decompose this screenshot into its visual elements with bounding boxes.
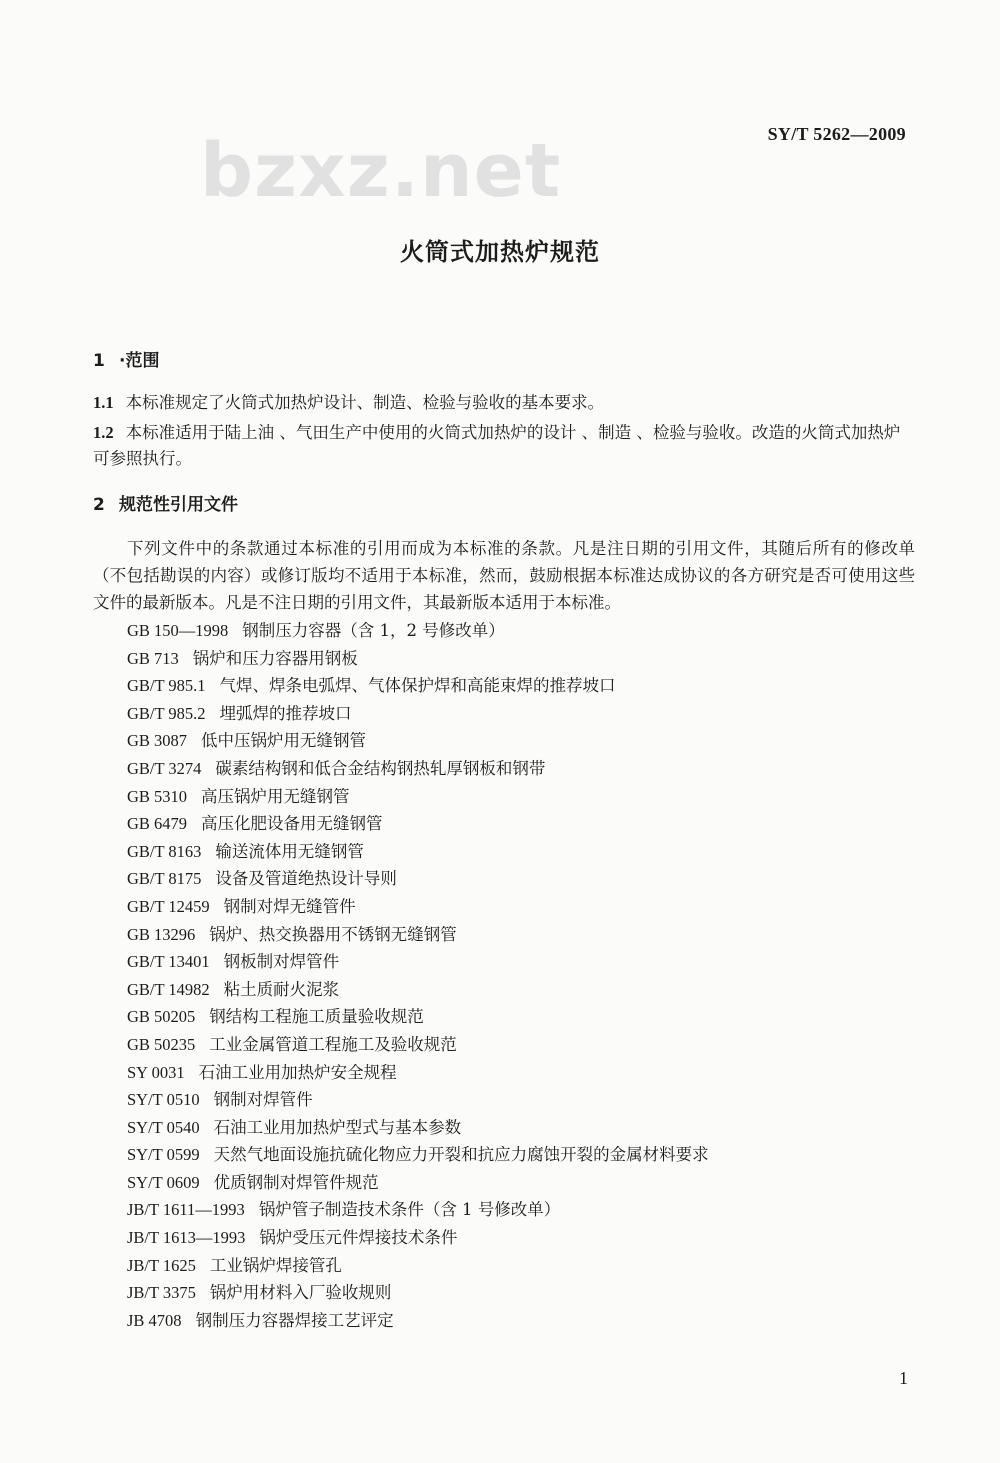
reference-title: 钢制压力容器焊接工艺评定 [195,1310,394,1330]
reference-title: 工业锅炉焊接管孔 [209,1255,342,1275]
reference-title: 高压化肥设备用无缝钢管 [201,814,383,834]
reference-code: SY/T 0609 [127,1172,200,1192]
reference-item [127,1059,709,1087]
reference-code: GB/T 985.2 [127,703,206,723]
reference-item [127,1169,709,1197]
reference-title: 石油工业用加热炉型式与基本参数 [213,1117,462,1137]
reference-title: 粘土质耐火泥浆 [223,979,340,999]
reference-code: GB 6479 [127,814,188,834]
reference-item [127,1086,709,1114]
reference-code: GB/T 985.1 [127,676,206,696]
reference-title: 输送流体用无缝钢管 [215,841,364,861]
watermark: bzxz.net [200,128,562,214]
reference-title: 钢结构工程施工质量验收规范 [209,1007,424,1027]
reference-code: GB 3087 [127,731,188,751]
reference-code: GB/T 12459 [127,896,210,916]
reference-item [127,783,709,811]
reference-code: GB/T 8175 [127,869,202,889]
clause-1-2 [93,420,913,472]
reference-item [127,838,709,866]
reference-title: 埋弧焊的推荐坡口 [219,703,352,723]
reference-title: 天然气地面设施抗硫化物应力开裂和抗应力腐蚀开裂的金属材料要求 [213,1145,709,1165]
section-heading-scope [93,346,159,371]
reference-item [127,727,709,755]
clause-text: 本标准规定了火筒式加热炉设计、制造、检验与验收的基本要求。 [125,393,605,412]
reference-code: GB 713 [127,648,179,668]
reference-code: GB 5310 [127,786,188,806]
reference-title: 锅炉、热交换器用不锈钢无缝钢管 [209,924,457,944]
reference-item [127,810,709,838]
reference-item [127,645,709,673]
reference-code: JB/T 1611—1993 [127,1200,245,1220]
standard-code: SY/T 5262—2009 [767,124,906,144]
reference-title: 低中压锅炉用无缝钢管 [201,731,367,751]
reference-code: JB/T 3375 [127,1283,196,1303]
reference-item [127,755,709,783]
reference-title: 高压锅炉用无缝钢管 [201,786,350,806]
reference-item [127,700,709,728]
reference-title: 设备及管道绝热设计导则 [215,869,397,889]
reference-list [127,617,709,1334]
reference-item [127,865,709,893]
reference-item [127,1196,709,1224]
page-number: 1 [899,1368,908,1388]
reference-code: SY/T 0540 [127,1117,200,1137]
reference-code: GB 50235 [127,1034,196,1054]
reference-code: GB 150—1998 [127,621,229,640]
reference-title: 碳素结构钢和低合金结构钢热轧厚钢板和钢带 [215,758,546,778]
clause-text: 本标准适用于陆上油 、气田生产中使用的火筒式加热炉的设计 、制造 、检验与验收。改造的火筒式加热炉可参照执行。 [93,423,901,468]
reference-item [127,1307,709,1335]
reference-item [127,893,709,921]
reference-title: 锅炉和压力容器用钢板 [192,648,358,668]
reference-code: GB 50205 [127,1007,196,1027]
reference-title: 优质钢制对焊管件规范 [213,1172,379,1192]
reference-item [127,1114,709,1142]
reference-item [127,672,709,700]
reference-code: JB/T 1625 [127,1255,196,1275]
reference-title: 工业金属管道工程施工及验收规范 [209,1034,457,1054]
reference-title: 气焊、焊条电弧焊、气体保护焊和高能束焊的推荐坡口 [219,676,616,696]
reference-title: 钢制压力容器（含 1，2 号修改单） [242,621,505,640]
reference-code: GB/T 8163 [127,841,202,861]
reference-item [127,976,709,1004]
reference-code: GB/T 13401 [127,952,210,972]
section-title: 规范性引用文件 [119,495,238,515]
reference-code: GB/T 3274 [127,758,202,778]
section-number: 1 [93,351,105,371]
reference-code: JB/T 1613—1993 [127,1228,246,1248]
reference-item [127,1031,709,1059]
reference-title: 石油工业用加热炉安全规程 [198,1062,397,1082]
reference-item [127,1224,709,1252]
clause-number: 1.1 [93,393,114,412]
clause-number: 1.2 [93,423,114,442]
clause-1-1 [93,390,913,416]
reference-code: SY/T 0599 [127,1145,200,1165]
reference-item [127,948,709,976]
reference-code: JB 4708 [127,1310,182,1330]
reference-code: SY 0031 [127,1062,185,1082]
reference-title: 锅炉管子制造技术条件（含 1 号修改单） [258,1200,561,1220]
section-title: ·范围 [119,351,160,371]
section-number: 2 [93,495,105,515]
reference-item [127,1003,709,1031]
document-title: 火筒式加热炉规范 [400,238,600,266]
reference-item [127,617,709,645]
reference-title: 锅炉用材料入厂验收规则 [209,1283,392,1303]
reference-item [127,1141,709,1169]
reference-code: GB/T 14982 [127,979,210,999]
reference-code: SY/T 0510 [127,1090,200,1110]
reference-title: 锅炉受压元件焊接技术条件 [259,1228,458,1248]
reference-title: 钢制对焊管件 [213,1090,313,1110]
references-intro-paragraph: 下列文件中的条款通过本标准的引用而成为本标准的条款。凡是注日期的引用文件，其随后所有的修改单（不包括勘误的内容）或修订版均不适用于本标准，然而，鼓励根据本标准达成协议的各方研究是否可使用这些文件的最新版本。凡是不注日期的引用文件，其最新版本适用于本标准。 [93,539,915,612]
reference-item [127,1252,709,1280]
reference-title: 钢板制对焊管件 [223,952,340,972]
reference-title: 钢制对焊无缝管件 [223,896,356,916]
reference-item [127,921,709,949]
reference-code: GB 13296 [127,924,196,944]
reference-item [127,1279,709,1307]
section-heading-normative-references [93,490,238,515]
